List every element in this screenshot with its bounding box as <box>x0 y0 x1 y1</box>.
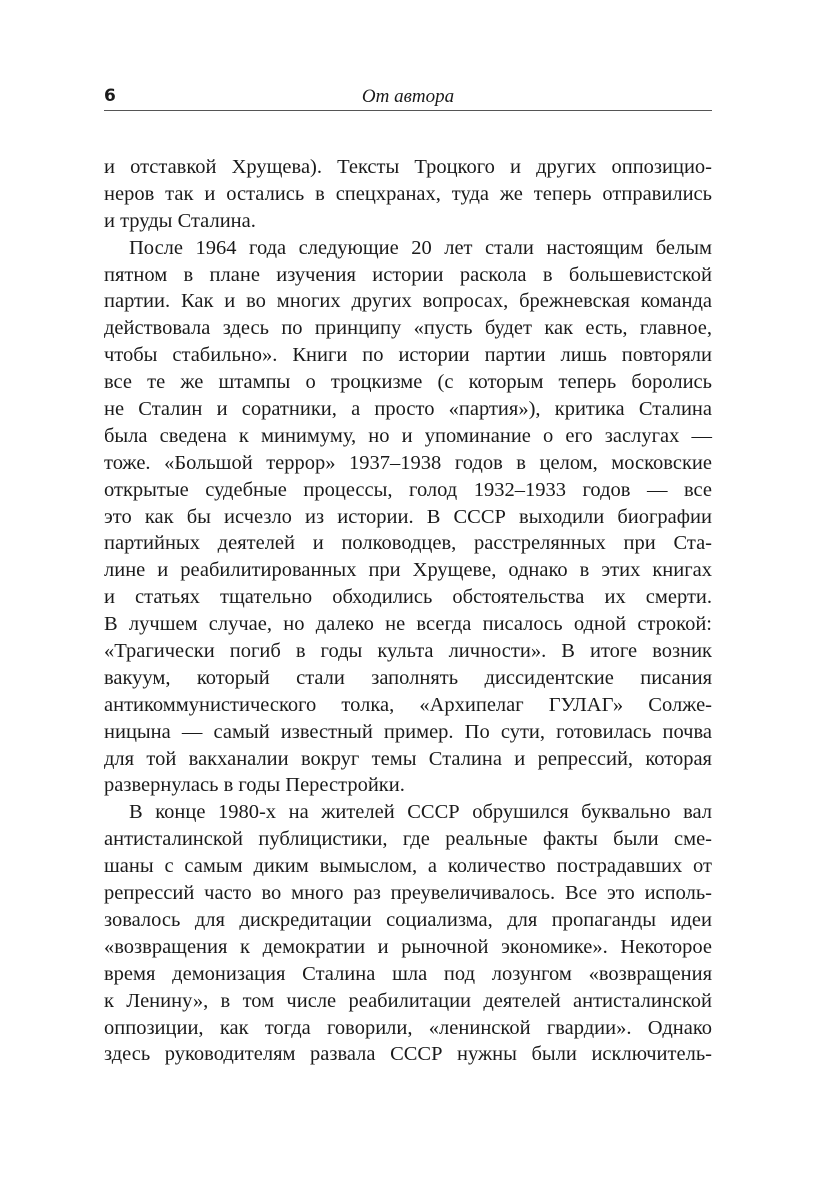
text-line: была сведена к минимуму, но и упоминание о его заслугах — <box>104 424 712 447</box>
text-line: это как бы исчезло из истории. В СССР выходили биографии <box>104 505 712 528</box>
text-line: развернулась в годы Перестройки. <box>104 774 405 797</box>
text-line: «Трагически погиб в годы культа личности». В итоге возник <box>104 640 712 663</box>
text-line: все те же штампы о троцкизме (с которым теперь боролись <box>104 371 712 394</box>
page-number: 6 <box>104 86 116 106</box>
text-line: пятном в плане изучения истории раскола в большевистской <box>104 263 712 286</box>
text-line: действовала здесь по принципу «пусть будет как есть, главное, <box>104 317 712 340</box>
text-line: чтобы стабильно». Книги по истории партии лишь повторяли <box>104 344 712 367</box>
text-line: и труды Сталина. <box>104 209 256 232</box>
text-line: и статьях тщательно обходились обстоятельства их смерти. <box>104 586 712 609</box>
page-header <box>104 84 712 111</box>
text-line: шаны с самым диким вымыслом, а количество пострадавших от <box>104 855 712 878</box>
text-line: репрессий часто во много раз преувеличивалось. Все это исполь- <box>104 882 712 905</box>
paragraph-first-line: В конце 1980-х на жителей СССР обрушился буквально вал <box>129 801 712 824</box>
text-line: неров так и остались в спецхранах, туда же теперь отправились <box>104 182 712 205</box>
text-line: зовалось для дискредитации социализма, для пропаганды идеи <box>104 908 712 931</box>
text-line: здесь руководителям развала СССР нужны были исключитель- <box>104 1043 712 1066</box>
text-line: антисталинской публицистики, где реальные факты были сме- <box>104 828 712 851</box>
text-line: не Сталин и соратники, а просто «партия»), критика Сталина <box>104 398 712 421</box>
text-line: для той вакханалии вокруг темы Сталина и репрессий, которая <box>104 747 712 770</box>
text-line: к Ленину», в том числе реабилитации деятелей антисталинской <box>104 989 712 1012</box>
body-text <box>104 154 712 1068</box>
text-line: партийных деятелей и полководцев, расстрелянных при Ста- <box>104 532 712 555</box>
text-line: время демонизация Сталина шла под лозунгом «возвращения <box>104 962 712 985</box>
text-line: В лучшем случае, но далеко не всегда писалось одной строкой: <box>104 613 712 636</box>
text-line: открытые судебные процессы, голод 1932–1933 годов — все <box>104 478 712 501</box>
text-line: «возвращения к демократии и рыночной экономике». Некоторое <box>104 935 712 958</box>
text-line: тоже. «Большой террор» 1937–1938 годов в целом, московские <box>104 451 712 474</box>
text-line: антикоммунистического толка, «Архипелаг ГУЛАГ» Солже- <box>104 693 712 716</box>
paragraph-first-line: После 1964 года следующие 20 лет стали настоящим белым <box>129 236 712 259</box>
running-head: От автора <box>361 86 455 107</box>
text-line: ницына — самый известный пример. По сути, готовилась почва <box>104 720 712 743</box>
text-line: лине и реабилитированных при Хрущеве, однако в этих книгах <box>104 559 712 582</box>
text-line: партии. Как и во многих других вопросах, брежневская команда <box>104 290 712 313</box>
text-line: и отставкой Хрущева). Тексты Троцкого и других оппозицио- <box>104 156 712 178</box>
text-line: вакуум, который стали заполнять диссидентские писания <box>104 666 712 689</box>
text-line: оппозиции, как тогда говорили, «ленинской гвардии». Однако <box>104 1016 712 1039</box>
